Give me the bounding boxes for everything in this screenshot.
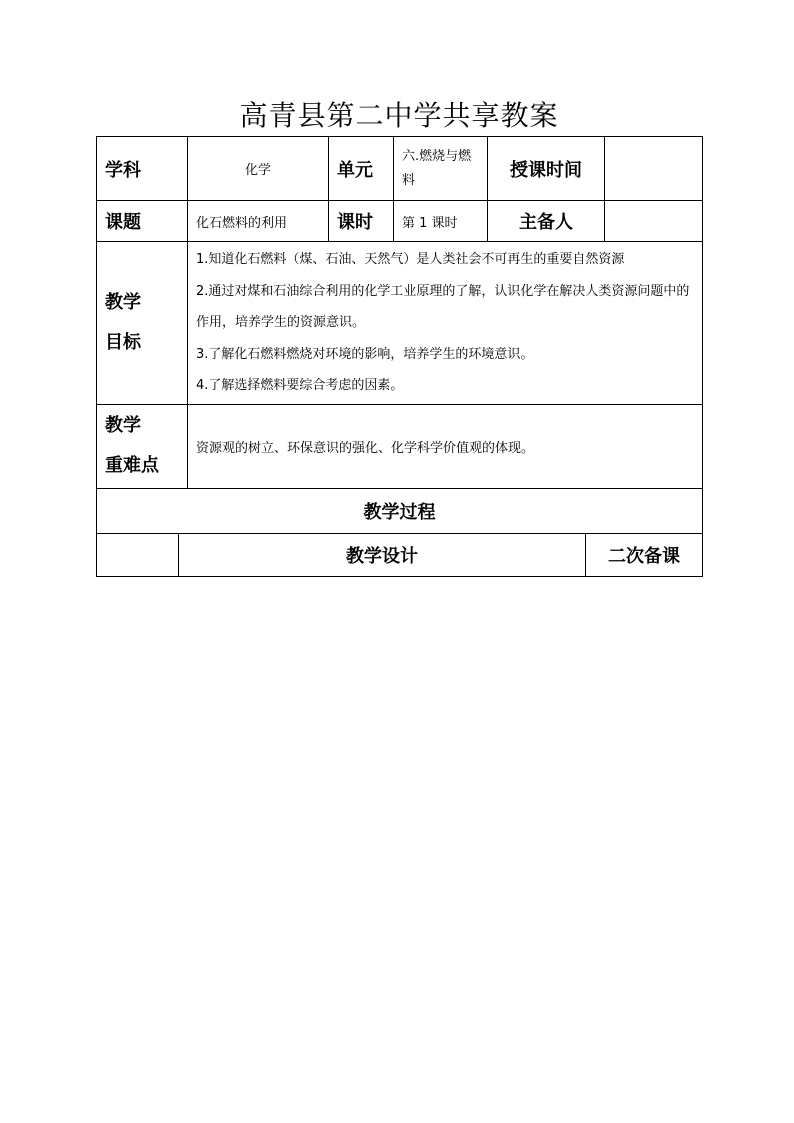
teaching-goals-label-line2: 目标 [105, 331, 141, 353]
goal-item: 3.了解化石燃料燃烧对环境的影响，培养学生的环境意识。 [196, 346, 534, 362]
teaching-design-label: 教学设计 [179, 533, 586, 576]
subject-label: 学科 [97, 137, 188, 201]
goal-item: 1.知道化石燃料（煤、石油、天然气）是人类社会不可再生的重要自然资源 [196, 252, 625, 267]
process-title-row [97, 488, 703, 533]
process-header-row [97, 533, 703, 576]
second-prep-label: 二次备课 [586, 533, 703, 576]
teaching-goals-label-line1: 教学 [105, 291, 141, 313]
period-label: 课时 [329, 201, 394, 242]
document-title: 高青县第二中学共享教案 [239, 99, 559, 132]
topic-label: 课题 [97, 201, 188, 242]
key-points-label-line1: 教学 [105, 415, 141, 436]
process-blank-cell [97, 533, 179, 576]
teaching-goals-label [97, 242, 188, 405]
key-points-label-line2: 重难点 [105, 455, 159, 476]
period-value: 第 1 课时 [394, 201, 488, 242]
class-time-value [605, 137, 703, 201]
key-points-row [97, 404, 703, 488]
goals-row [97, 242, 703, 405]
main-preparer-value [605, 201, 703, 242]
info-row-topic [97, 201, 703, 242]
info-row-subject [97, 137, 703, 201]
key-points-text: 资源观的树立、环保意识的强化、化学科学价值观的体现。 [188, 404, 703, 488]
class-time-label: 授课时间 [488, 137, 605, 201]
goal-item: 4.了解选择燃料要综合考虑的因素。 [196, 378, 404, 393]
key-points-label [97, 404, 188, 488]
unit-label: 单元 [329, 137, 394, 201]
main-preparer-label: 主备人 [488, 201, 605, 242]
unit-value: 六.燃烧与燃料 [394, 137, 488, 201]
goal-item: 2.通过对煤和石油综合利用的化学工业原理的了解，认识化学在解决人类资源问题中的作用，培养学生的资源意识。 [196, 283, 690, 330]
teaching-process-title: 教学过程 [97, 488, 703, 533]
topic-value: 化石燃料的利用 [188, 201, 329, 242]
subject-value: 化学 [188, 137, 329, 201]
teaching-goals-list [188, 242, 703, 405]
lesson-plan-table [96, 136, 703, 577]
